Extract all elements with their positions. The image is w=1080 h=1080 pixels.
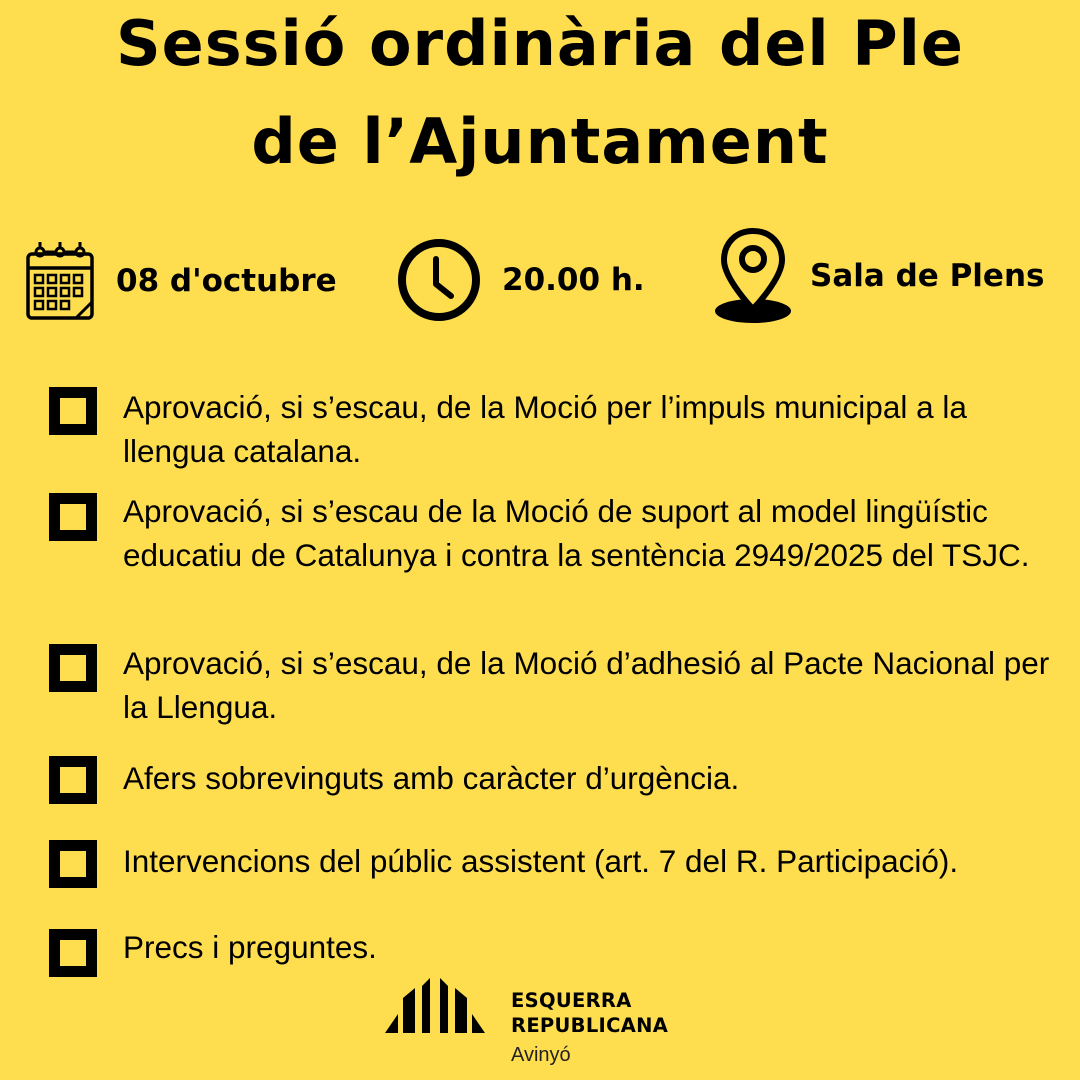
checkbox-icon <box>49 644 97 692</box>
place-text: Sala de Plens <box>810 258 1045 294</box>
checkbox-icon <box>49 387 97 435</box>
party-name <box>511 988 668 1038</box>
party-name-line-2: REPUBLICANA <box>511 1014 669 1037</box>
checkbox-icon <box>49 929 97 977</box>
agenda-item-text: Precs i preguntes. <box>123 929 377 965</box>
agenda-item-text: Aprovació, si s’escau de la Moció de suport al model lingüístic educatiu de Catalunya i contra la sentència 2949/2025 del TSJC. <box>123 493 1030 573</box>
date-text: 08 d'octubre <box>116 263 337 299</box>
date-info <box>26 240 337 322</box>
checkbox-icon <box>49 493 97 541</box>
event-info-row <box>0 225 1080 335</box>
time-info <box>396 237 645 323</box>
location-pin-icon <box>712 227 794 325</box>
agenda-item-text: Aprovació, si s’escau, de la Moció per l’impuls municipal a la llengua catalana. <box>123 389 967 469</box>
agenda-item-text: Afers sobrevinguts amb caràcter d’urgència. <box>123 760 740 796</box>
calendar-icon <box>26 240 96 322</box>
place-info <box>712 227 1044 325</box>
agenda-item-text: Intervencions del públic assistent (art. 7 del R. Participació). <box>123 843 959 879</box>
time-text: 20.00 h. <box>502 262 645 298</box>
page-title <box>0 0 1080 196</box>
agenda-item-text: Aprovació, si s’escau, de la Moció d’adhesió al Pacte Nacional per la Llengua. <box>123 645 1050 725</box>
title-line-1: Sessió ordinària del Ple <box>116 7 964 80</box>
party-logo <box>385 978 705 1078</box>
checkbox-icon <box>49 840 97 888</box>
party-name-line-1: ESQUERRA <box>511 989 632 1012</box>
clock-icon <box>396 237 482 323</box>
title-line-2: de l’Ajuntament <box>251 105 829 178</box>
party-logo-icon <box>385 978 485 1036</box>
checkbox-icon <box>49 756 97 804</box>
party-location: Avinyó <box>511 1044 571 1066</box>
